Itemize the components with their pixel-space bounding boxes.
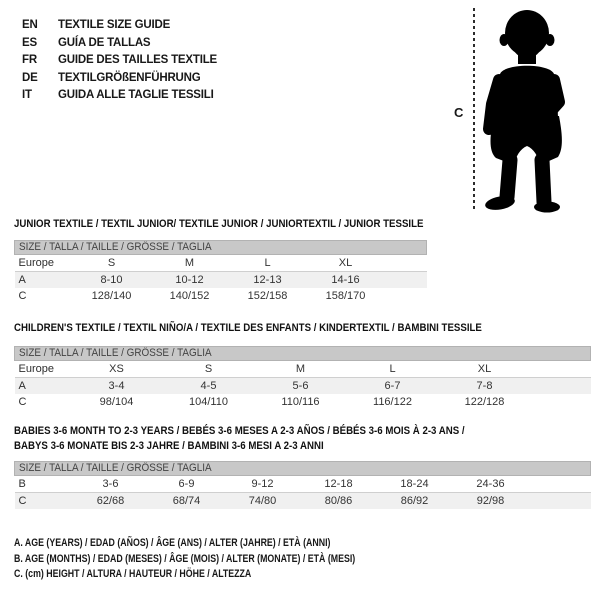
babies-section-title-line1: BABIES 3-6 MONTH TO 2-3 YEARS / BEBÉS 3-6 MESES A 2-3 AÑOS / BÉBÉS 3-6 MOIS À 2-3 ANS / xyxy=(14,425,465,437)
size-cell: XL xyxy=(439,361,531,378)
language-row-fr xyxy=(22,52,217,70)
legend-text-a: A. AGE (YEARS) / EDAD (AÑOS) / ÂGE (ANS) / ALTER (JAHRE) / ETÀ (ANNI) xyxy=(14,537,331,549)
value-cell: 6-7 xyxy=(347,378,439,395)
size-cell: M xyxy=(255,361,347,378)
babies-size-table xyxy=(14,461,591,509)
children-size-table xyxy=(14,346,591,410)
row-label: Europe xyxy=(15,255,73,272)
value-cell: 98/104 xyxy=(99,396,134,408)
value-cell: 3-6 xyxy=(73,476,149,493)
table-header-row xyxy=(15,462,591,476)
row-label: C xyxy=(18,396,27,408)
value-cell: 10-12 xyxy=(151,272,229,289)
table-row xyxy=(15,255,427,272)
size-cell: XS xyxy=(71,361,163,378)
legend-text-b: B. AGE (MONTHS) / EDAD (MESES) / ÂGE (MOIS) / ALTER (MONATE) / ETÀ (MESI) xyxy=(14,552,356,565)
spacer-cell xyxy=(531,394,591,410)
height-measure-dashed-line xyxy=(473,8,475,212)
value-cell: 140/152 xyxy=(169,290,210,302)
children-section-title xyxy=(14,321,546,336)
legend xyxy=(14,536,441,583)
table-row xyxy=(15,378,591,395)
value-cell: 18-24 xyxy=(377,476,453,493)
row-label: A xyxy=(15,378,71,395)
language-title: GUÍA DE TALLAS xyxy=(58,36,151,49)
spacer-cell xyxy=(385,255,427,272)
table-header-cell: SIZE / TALLA / TAILLE / GRÖSSE / TAGLIA xyxy=(15,462,591,476)
language-title: GUIDA ALLE TAGLIE TESSILI xyxy=(58,89,214,102)
value-cell: 14-16 xyxy=(307,272,385,289)
value-cell: 158/170 xyxy=(325,290,366,302)
value-cell: 9-12 xyxy=(225,476,301,493)
language-row-en xyxy=(22,17,217,35)
value-cell: 104/110 xyxy=(189,396,228,408)
table-row xyxy=(15,394,591,410)
children-section-title-text: CHILDREN'S TEXTILE / TEXTIL NIÑO/A / TEXTILE DES ENFANTS / KINDERTEXTIL / BAMBINI TESSILE xyxy=(14,322,482,334)
value-cell: 6-9 xyxy=(149,476,225,493)
value-cell: 62/68 xyxy=(73,493,149,510)
value-cell: 74/80 xyxy=(225,493,301,510)
language-list xyxy=(22,17,217,105)
table-row xyxy=(15,288,427,304)
size-cell: S xyxy=(73,255,151,272)
legend-line-a xyxy=(14,536,441,552)
value-cell: 116/122 xyxy=(373,396,412,408)
language-title: TEXTILGRÖßENFÜHRUNG xyxy=(58,71,201,84)
value-cell: 68/74 xyxy=(149,493,225,510)
spacer-cell xyxy=(385,288,427,304)
spacer-cell xyxy=(531,361,591,378)
spacer-cell xyxy=(531,378,591,395)
row-label: B xyxy=(15,476,73,493)
row-label: A xyxy=(15,272,73,289)
value-cell: 80/86 xyxy=(301,493,377,510)
value-cell: 12-13 xyxy=(229,272,307,289)
language-code: EN xyxy=(22,19,38,31)
babies-section-title-line2: BABYS 3-6 MONATE BIS 2-3 JAHRE / BAMBINI 3-6 MESI A 2-3 ANNI xyxy=(14,440,324,452)
value-cell: 7-8 xyxy=(439,378,531,395)
spacer-cell xyxy=(529,493,591,510)
spacer-cell xyxy=(385,272,427,289)
value-cell: 86/92 xyxy=(377,493,453,510)
language-code: ES xyxy=(22,36,37,49)
value-cell: 4-5 xyxy=(163,378,255,395)
table-header-cell: SIZE / TALLA / TAILLE / GRÖSSE / TAGLIA xyxy=(15,347,591,361)
size-cell: XL xyxy=(307,255,385,272)
junior-section-title xyxy=(14,217,479,232)
table-row xyxy=(15,493,591,510)
language-row-de xyxy=(22,70,217,88)
legend-line-c xyxy=(14,567,441,583)
value-cell: 152/158 xyxy=(247,290,288,302)
language-title: GUIDE DES TAILLES TEXTILE xyxy=(58,54,217,67)
babies-section-title xyxy=(14,424,526,454)
value-cell: 110/116 xyxy=(281,396,320,408)
row-label: C xyxy=(18,290,27,302)
language-title: TEXTILE SIZE GUIDE xyxy=(58,19,171,31)
table-row xyxy=(15,361,591,378)
table-header-row xyxy=(15,241,427,255)
junior-size-table xyxy=(14,240,427,304)
language-code: IT xyxy=(22,89,32,102)
value-cell: 122/128 xyxy=(464,396,505,408)
value-cell: 5-6 xyxy=(255,378,347,395)
height-label-c: C xyxy=(454,105,464,120)
language-code: DE xyxy=(22,71,38,84)
table-header-row xyxy=(15,347,591,361)
value-cell: 92/98 xyxy=(453,493,529,510)
row-label: C xyxy=(15,493,73,510)
table-row xyxy=(15,476,591,493)
table-header-cell: SIZE / TALLA / TAILLE / GRÖSSE / TAGLIA xyxy=(15,241,427,255)
language-row-es xyxy=(22,35,217,53)
size-cell: L xyxy=(229,255,307,272)
value-cell: 8-10 xyxy=(73,272,151,289)
table-row xyxy=(15,272,427,289)
value-cell: 3-4 xyxy=(71,378,163,395)
legend-line-b xyxy=(14,552,441,568)
legend-text-c: C. (cm) HEIGHT / ALTURA / HAUTEUR / HÖHE / ALTEZZA xyxy=(14,568,252,581)
size-cell: M xyxy=(151,255,229,272)
language-code: FR xyxy=(22,54,37,67)
spacer-cell xyxy=(529,476,591,493)
size-cell: L xyxy=(347,361,439,378)
value-cell: 128/140 xyxy=(91,290,132,302)
toddler-silhouette-icon xyxy=(480,8,572,214)
value-cell: 24-36 xyxy=(453,476,529,493)
size-cell: S xyxy=(163,361,255,378)
language-row-it xyxy=(22,87,217,105)
junior-section-title-text: JUNIOR TEXTILE / TEXTIL JUNIOR/ TEXTILE JUNIOR / JUNIORTEXTIL / JUNIOR TESSILE xyxy=(14,218,424,230)
row-label: Europe xyxy=(15,361,71,378)
value-cell: 12-18 xyxy=(301,476,377,493)
